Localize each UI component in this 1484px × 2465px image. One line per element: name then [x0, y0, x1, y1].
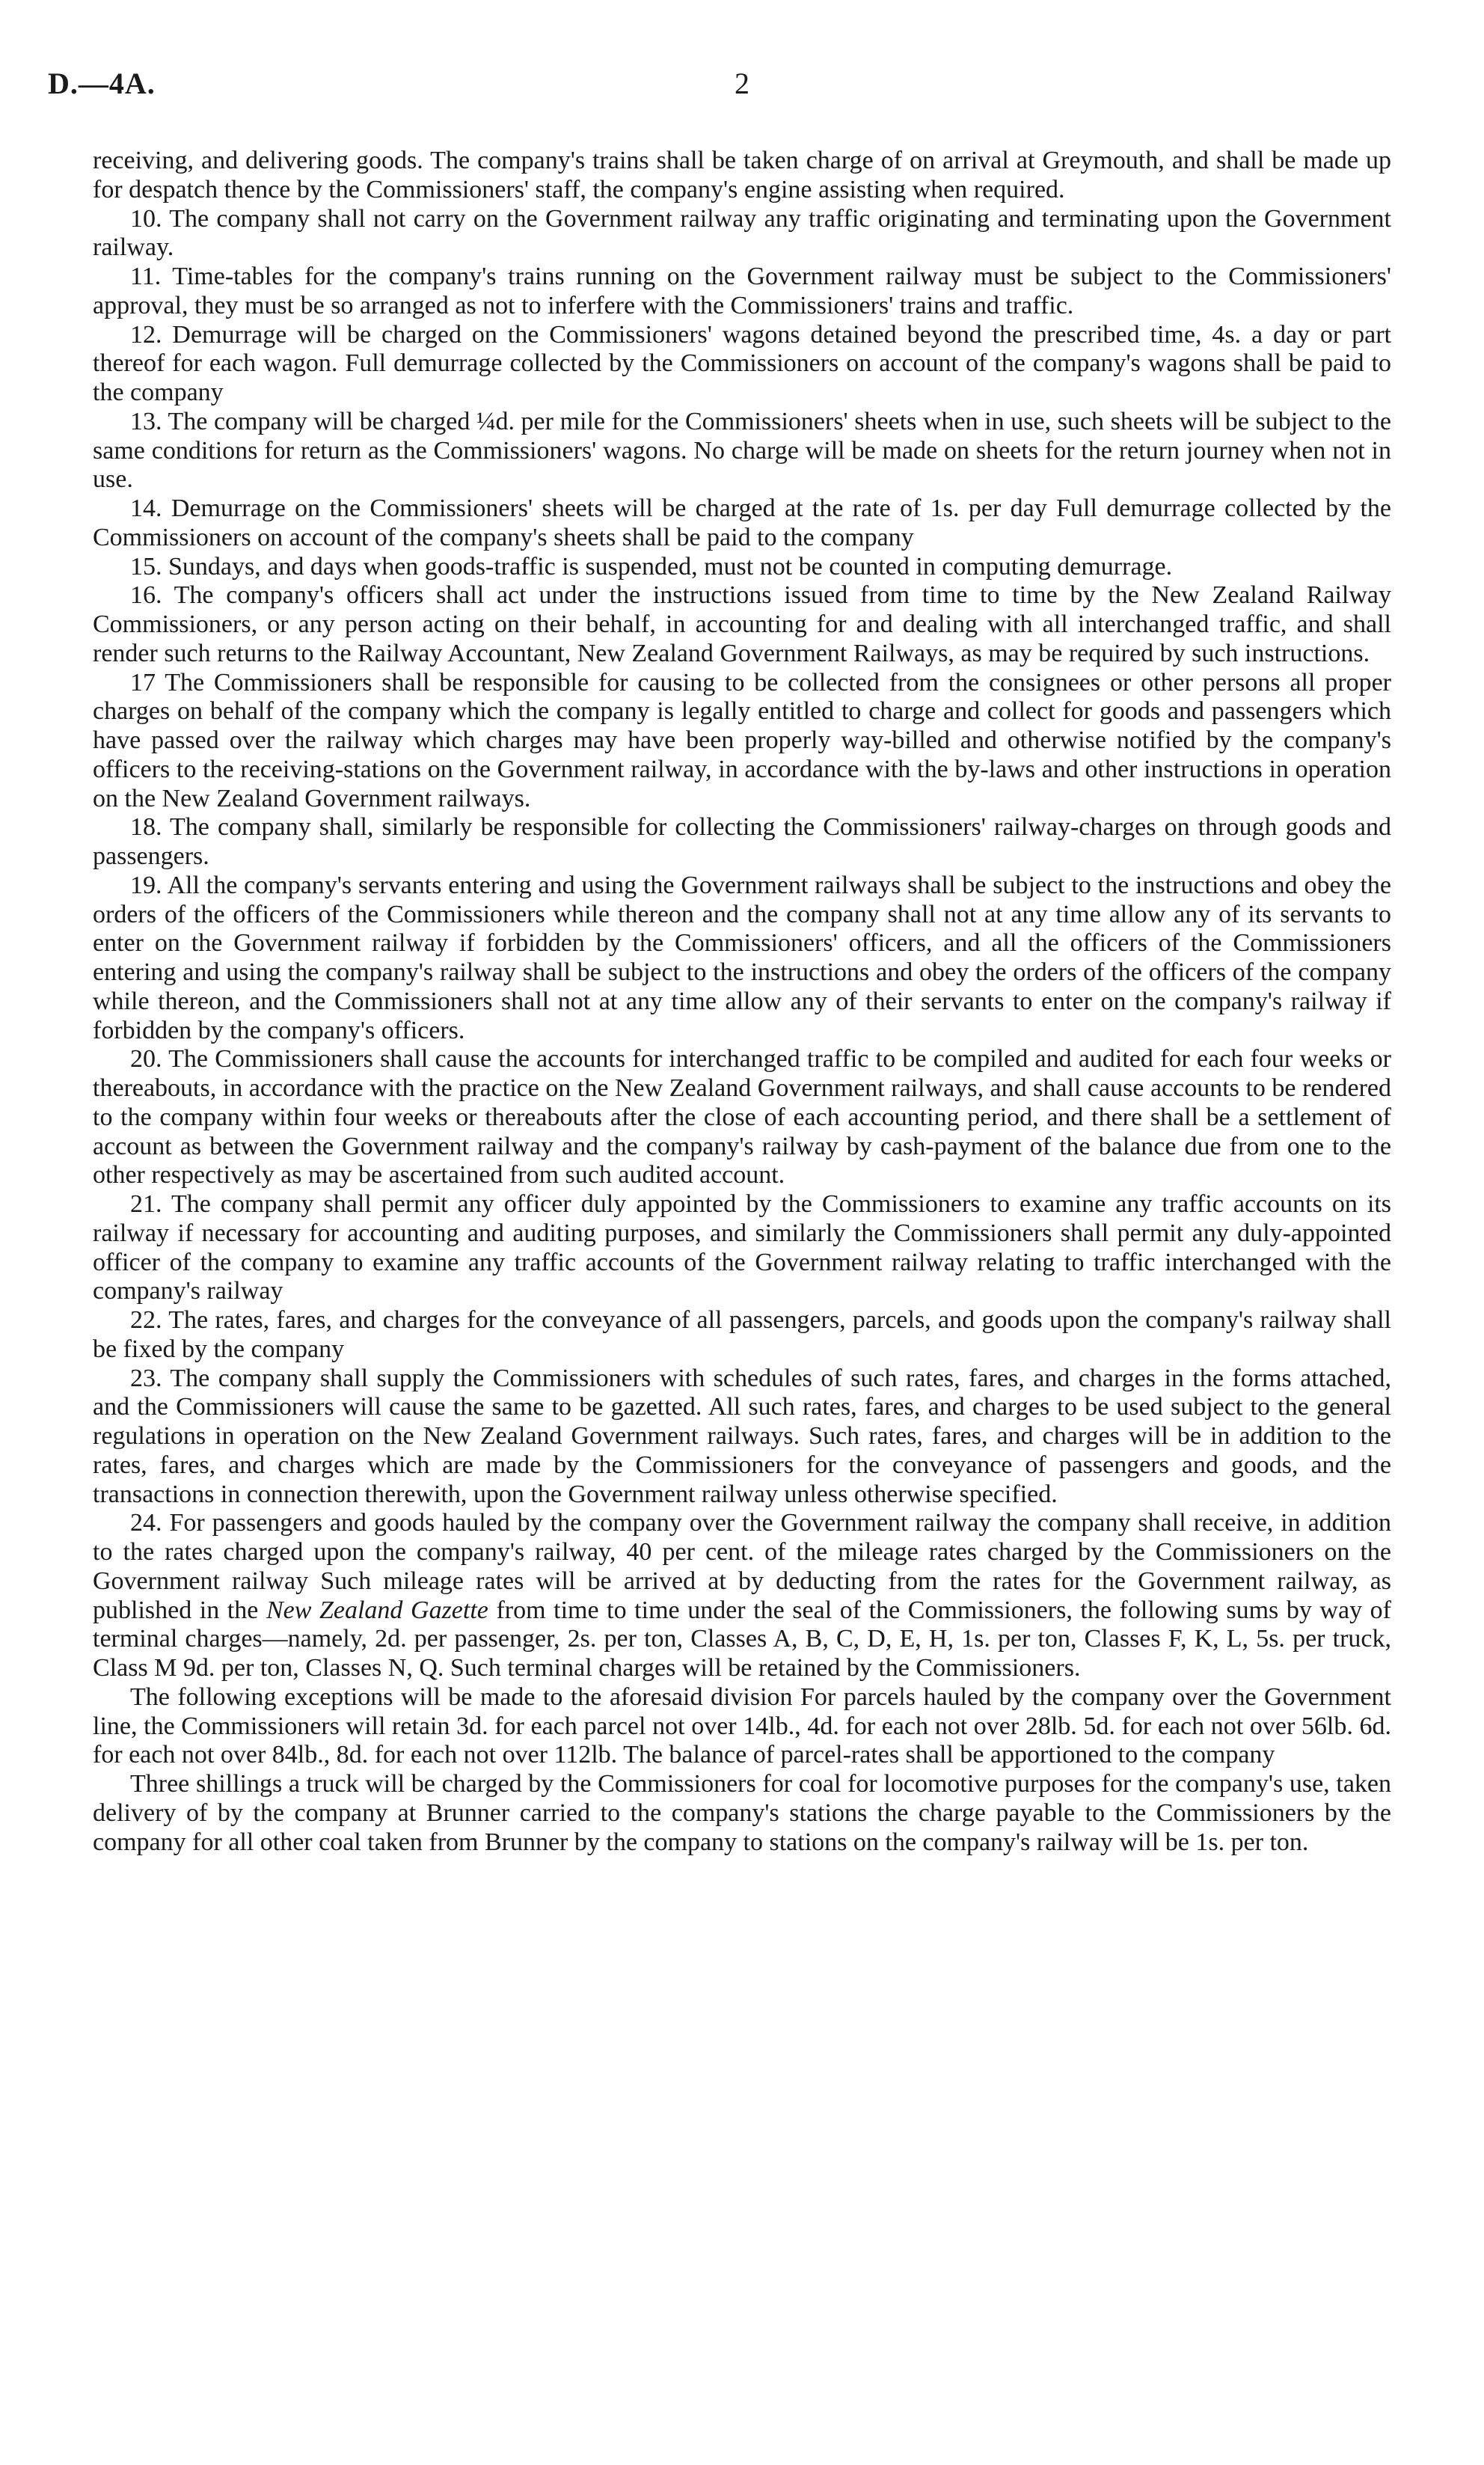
document-body: [93, 147, 1391, 1857]
clause-16: 16. The company's officers shall act under the instructions issued from time to time by the New Zealand Railway Commissioners, or any person acting on their behalf, in accounting for and dealing with all interchanged traffic, and shall render such returns to the Railway Accountant, New Zealand Government Railways, as may be required by such instructions.: [93, 581, 1392, 667]
clause-11: 11. Time-tables for the company's trains running on the Government railway must be subject to the Commissioners' approval, they must be so arranged as not to inferfere with the Commissioners' trains and traffic.: [93, 263, 1391, 319]
coal-charges-paragraph: Three shillings a truck will be charged by the Commissioners for coal for locomotive purposes for the company's use, taken delivery of by the company at Brunner carried to the company's stations the charge payable to the Commissioners by the company for all other coal taken from Brunner by the company to stations on the company's railway will be 1s. per ton.: [93, 1770, 1391, 1856]
clause-22: 22. The rates, fares, and charges for the conveyance of all passengers, parcels, and goods upon the company's railway shall be fixed by the company: [93, 1306, 1391, 1363]
clause-15: 15. Sundays, and days when goods-traffic is suspended, must not be counted in computing demurrage.: [130, 552, 1173, 581]
clause-13: 13. The company will be charged ¼d. per mile for the Commissioners' sheets when in use, such sheets will be subject to the same conditions for return as the Commissioners' wagons. No charge will be made on sheets for the return journey when not in use.: [93, 407, 1391, 494]
clause-21: 21. The company shall permit any officer duly appointed by the Commissioners to examine any traffic accounts on its railway if necessary for accounting and auditing purposes, and similarly the Commissioners shall permit any duly-appointed officer of the company to examine any traffic accounts of the Government railway relating to traffic interchanged with the company's railway: [93, 1190, 1392, 1305]
paragraph-continued: receiving, and delivering goods. The company's trains shall be taken charge of on arrival at Greymouth, and shall be made up for despatch thence by the Commissioners' staff, the company's engine assisting when required.: [93, 147, 1391, 203]
clause-18: 18. The company shall, similarly be responsible for collecting the Commissioners' railway-charges on through goods and passengers.: [93, 813, 1391, 870]
clause-19: 19. All the company's servants entering and using the Government railways shall be subject to the instructions and obey the orders of the officers of the Commissioners while thereon and the company shall not at any time allow any of its servants to enter on the Government railway if forbidden by the Commissioners' officers, and all the officers of the Commissioners entering and using the company's railway shall be subject to the instructions and obey the orders of the officers of the company while thereon, and the Commissioners shall not at any time allow any of their servants to enter on the company's railway if forbidden by the company's officers.: [93, 871, 1391, 1044]
clause-23: 23. The company shall supply the Commissioners with schedules of such rates, fares, and charges in the forms attached, and the Commissioners will cause the same to be gazetted. All such rates, fares, and charges to be used subject to the general regulations in operation on the New Zealand Government railways. Such rates, fares, and charges will be in addition to the rates, fares, and charges which are made by the Commissioners for the conveyance of passengers and goods, and the transactions in connection therewith, upon the Government railway unless otherwise specified.: [93, 1364, 1391, 1508]
document-reference: D.—4A.: [48, 67, 156, 100]
clause-20: 20. The Commissioners shall cause the accounts for interchanged traffic to be compiled and audited for each four weeks or thereabouts, in accordance with the practice on the New Zealand Government railways, and shall cause accounts to be rendered to the company within four weeks or thereabouts after the close of each accounting period, and there shall be a settlement of account as between the Government railway and the company's railway by cash-payment of the balance due from one to the other respectively as may be ascertained from such audited account.: [93, 1045, 1391, 1189]
parcel-exceptions-paragraph: The following exceptions will be made to the aforesaid division For parcels hauled by the company over the Government line, the Commissioners will retain 3d. for each parcel not over 14lb., 4d. for each not over 28lb. 5d. for each not over 56lb. 6d. for each not over 84lb., 8d. for each not over 112lb. The balance of parcel-rates shall be apportioned to the company: [93, 1682, 1391, 1769]
page-header: [48, 66, 1436, 111]
gazette-title: New Zealand Gazette: [266, 1596, 488, 1624]
clause-14: 14. Demurrage on the Commissioners' sheets will be charged at the rate of 1s. per day Full demurrage collected by the Commissioners on account of the company's sheets shall be paid to the company: [93, 494, 1391, 551]
page-number: 2: [735, 67, 749, 100]
clause-24: 24. For passengers and goods hauled by the company over the Government railway the company shall receive, in addition to the rates charged upon the company's railway, 40 per cent. of the mileage rates charged by the Commissioners on the Government railway Such mileage rates will be arrived at by deducting from the rates for the Government railway, as published in the New Zealand Gazette from time to time under the seal of the Commissioners, the following sums by way of terminal charges—namely, 2d. per passenger, 2s. per ton, Classes A, B, C, D, E, H, 1s. per ton, Classes F, K, L, 5s. per truck, Class M 9d. per ton, Classes N, Q. Such terminal charges will be retained by the Commissioners.: [93, 1509, 1392, 1682]
clause-17: 17 The Commissioners shall be responsible for causing to be collected from the consignees or other persons all proper charges on behalf of the company which the company is legally entitled to charge and collect for goods and passengers which have passed over the railway which charges may have been properly way-billed and otherwise notified by the company's officers to the receiving-stations on the Government railway, in accordance with the by-laws and other instructions in operation on the New Zealand Government railways.: [93, 668, 1391, 812]
clause-10: 10. The company shall not carry on the Government railway any traffic originating and terminating upon the Government railway.: [93, 204, 1391, 262]
clause-12: 12. Demurrage will be charged on the Commissioners' wagons detained beyond the prescribed time, 4s. a day or part thereof for each wagon. Full demurrage collected by the Commissioners on account of the company's wagons shall be paid to the company: [93, 320, 1392, 406]
